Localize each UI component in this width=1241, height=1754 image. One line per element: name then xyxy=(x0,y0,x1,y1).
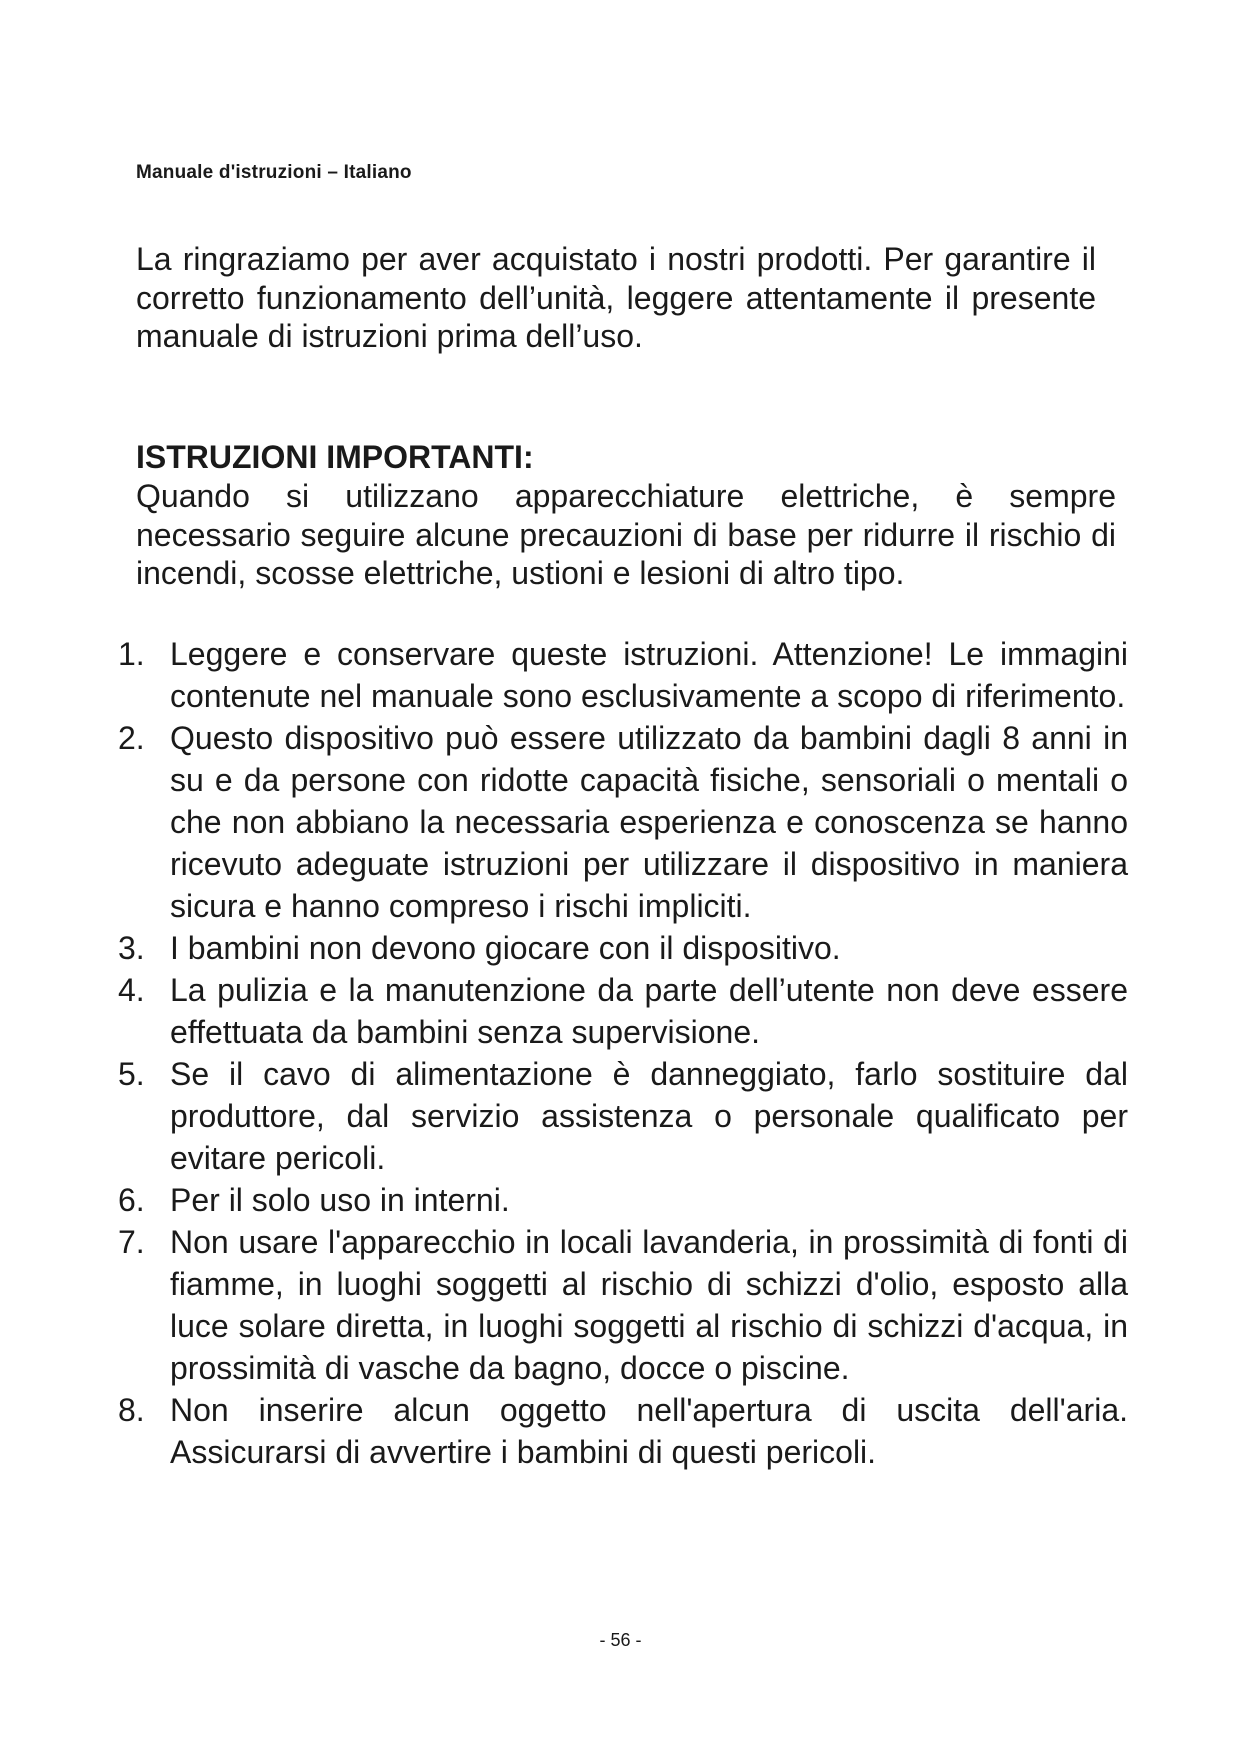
section-intro-paragraph: Quando si utilizzano apparecchiature elettriche, è sempre necessario seguire alcune precauzioni di base per ridurre il rischio di incendi, scosse elettriche, ustioni e lesioni di altro tipo. xyxy=(136,478,1116,591)
list-item xyxy=(118,1221,1128,1389)
intro-paragraph: La ringraziamo per aver acquistato i nostri prodotti. Per garantire il corretto funzionamento dell’unità, leggere attentamente il presente manuale di istruzioni prima dell’uso. xyxy=(136,241,1096,354)
list-item xyxy=(118,1389,1128,1473)
list-item xyxy=(118,927,1128,969)
list-item xyxy=(118,969,1128,1053)
list-item-text: I bambini non devono giocare con il dispositivo. xyxy=(170,930,841,966)
list-item-number: 4. xyxy=(118,972,145,1008)
list-item-number: 8. xyxy=(118,1392,145,1428)
list-item-number: 1. xyxy=(118,636,145,672)
list-item-text: Non usare l'apparecchio in locali lavanderia, in prossimità di fonti di fiamme, in luoghi soggetti al rischio di schizzi d'olio, esposto alla luce solare diretta, in luoghi soggetti al rischio di schizzi d'acqua, in prossimità di vasche da bagno, docce o piscine. xyxy=(170,1224,1128,1386)
list-item-number: 5. xyxy=(118,1056,145,1092)
list-item-text: Leggere e conservare queste istruzioni. Attenzione! Le immagini contenute nel manuale sono esclusivamente a scopo di riferimento. xyxy=(170,636,1128,714)
list-item xyxy=(118,1179,1128,1221)
list-item-text: Questo dispositivo può essere utilizzato da bambini dagli 8 anni in su e da persone con ridotte capacità fisiche, sensoriali o mentali o che non abbiano la necessaria esperienza e conoscenza se hanno ricevuto adeguate istruzioni per utilizzare il dispositivo in maniera sicura e hanno compreso i rischi impliciti. xyxy=(170,720,1128,924)
list-item xyxy=(118,1053,1128,1179)
list-item xyxy=(118,633,1128,717)
list-item-text: Se il cavo di alimentazione è danneggiato, farlo sostituire dal produttore, dal servizio assistenza o personale qualificato per evitare pericoli. xyxy=(170,1056,1128,1176)
list-item xyxy=(118,717,1128,927)
page-header: Manuale d'istruzioni – Italiano xyxy=(136,162,412,183)
list-item-text: La pulizia e la manutenzione da parte dell’utente non deve essere effettuata da bambini senza supervisione. xyxy=(170,972,1128,1050)
list-item-number: 3. xyxy=(118,930,145,966)
instructions-list xyxy=(118,633,1128,1473)
list-item-number: 7. xyxy=(118,1224,145,1260)
list-item-number: 6. xyxy=(118,1182,145,1218)
section-title: ISTRUZIONI IMPORTANTI: xyxy=(136,439,534,475)
list-item-text: Per il solo uso in interni. xyxy=(170,1182,510,1218)
page-number: - 56 - xyxy=(599,1630,642,1650)
list-item-text: Non inserire alcun oggetto nell'apertura di uscita dell'aria. Assicurarsi di avvertire i bambini di questi pericoli. xyxy=(170,1392,1128,1470)
list-item-number: 2. xyxy=(118,720,145,756)
